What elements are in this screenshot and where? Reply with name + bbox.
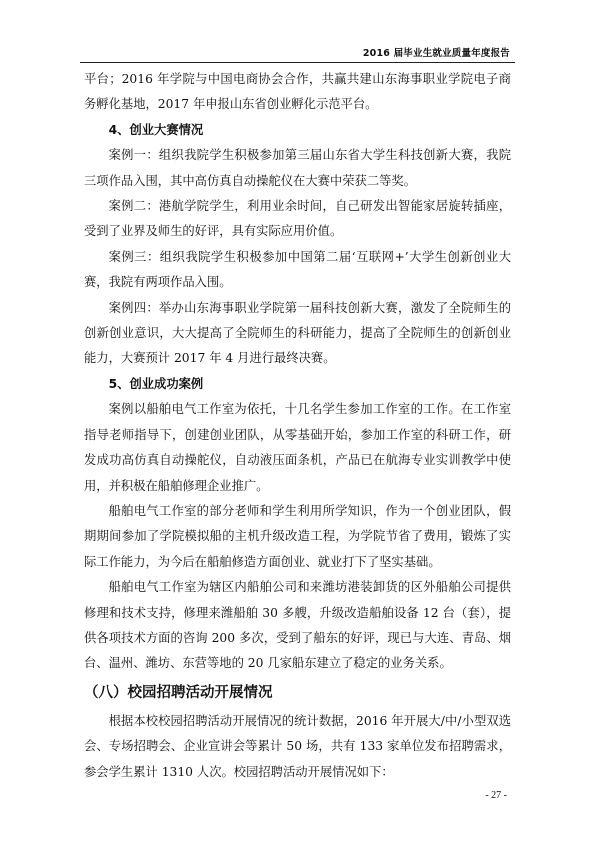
- page-header-title: 2016 届毕业生就业质量年度报告: [362, 48, 510, 59]
- page-number: - 27 -: [485, 790, 507, 801]
- paragraph-success-case-3: 船舶电气工作室为辖区内船舶公司和来潍坊港装卸货的区外船舶公司提供修理和技术支持，修理来潍船舶 30 多艘，升级改造船舶设备 12 台（套），提供各项技术方面的咨询 200 多次，受到了船东的好评，现已与大连、青岛、烟台、温州、潍坊、东营等地的 20 几家船东建立了稳定的业务关系。: [84, 580, 511, 671]
- heading-success-cases: 5、创业成功案例: [108, 376, 204, 391]
- paragraph-success-case-1: 案例以船舶电气工作室为依托，十几名学生参加工作室的工作。在工作室指导老师指导下，创建创业团队，从零基础开始，参加工作室的科研工作，研发成功高仿真自动操舵仪，自动液压面条机，产品已在航海专业实训教学中使用，并积极在船舶修理企业推广。: [84, 402, 511, 493]
- section-heading-campus-recruitment: （八）校园招聘活动开展情况: [84, 684, 273, 701]
- page-body: [84, 67, 511, 785]
- paragraph-success-case-2: 船舶电气工作室的部分老师和学生利用所学知识，作为一个创业团队，假期期间参加了学院模拟船的主机升级改造工程，为学院节省了费用，锻炼了实际工作能力，为今后在船舶修造方面创业、就业打下了坚实基础。: [84, 503, 511, 569]
- paragraph-recruitment-stats: 根据本校校园招聘活动开展情况的统计数据，2016 年开展大/中/小型双选会、专场招聘会、企业宣讲会等累计 50 场，共有 133 家单位发布招聘需求，参会学生累计 1310 人次。校园招聘活动开展情况如下：: [84, 713, 511, 779]
- paragraph-incubation-platform: 平台；2016 年学院与中国电商协会合作，共赢共建山东海事职业学院电子商务孵化基地，2017 年申报山东省创业孵化示范平台。: [84, 72, 511, 112]
- paragraph-case-3: 案例三：组织我院学生积极参加中国第二届‘互联网+’大学生创新创业大赛，我院有两项作品入围。: [84, 249, 511, 290]
- heading-entrepreneurship-competition: 4、创业大赛情况: [108, 122, 204, 137]
- paragraph-case-1: 案例一：组织我院学生积极参加第三届山东省大学生科技创新大赛，我院三项作品入围，其中高仿真自动操舵仪在大赛中荣获二等奖。: [84, 148, 511, 188]
- header-divider: [80, 62, 515, 63]
- paragraph-case-4: 案例四：举办山东海事职业学院第一届科技创新大赛，激发了全院师生的创新创业意识，大大提高了全院师生的科研能力，提高了全院师生的创新创业能力，大赛预计 2017 年 4 月进行最终决赛。: [84, 300, 511, 366]
- paragraph-case-2: 案例二：港航学院学生，利用业余时间，自己研发出智能家居旋转插座，受到了业界及师生的好评，具有实际应用价值。: [84, 199, 511, 239]
